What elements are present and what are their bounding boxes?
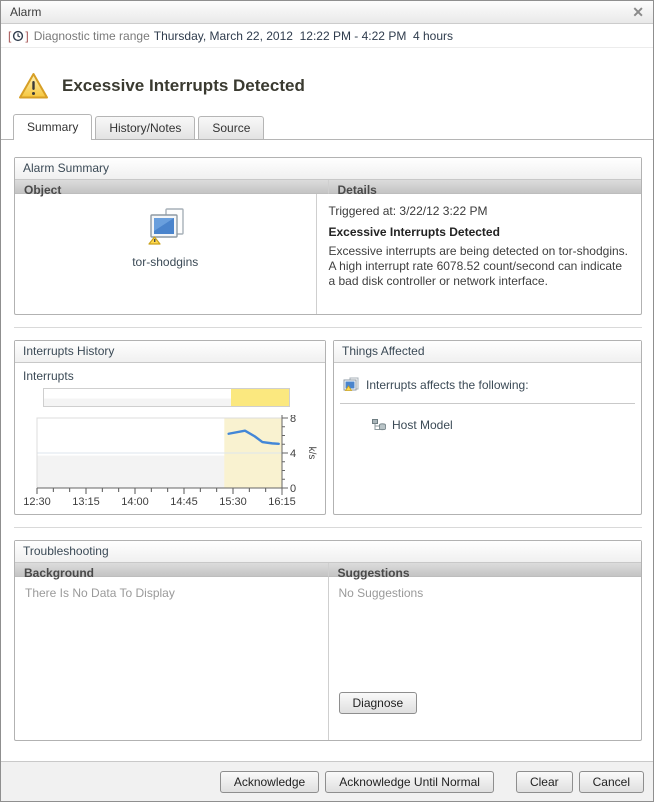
host-icon[interactable] [142, 207, 188, 249]
acknowledge-until-normal-button[interactable]: Acknowledge Until Normal [325, 771, 494, 793]
acknowledge-button[interactable]: Acknowledge [220, 771, 319, 793]
clock-bracket-left: [ [8, 28, 12, 43]
svg-text:16:15: 16:15 [268, 496, 296, 508]
time-range-value: Thursday, March 22, 2012 12:22 PM - 4:22 PM 4 hours [153, 28, 454, 43]
svg-text:14:00: 14:00 [121, 496, 149, 508]
summary-tab-content [1, 140, 653, 761]
selector-highlight[interactable] [231, 389, 289, 406]
alarm-summary-header: Alarm Summary [15, 158, 641, 180]
clock-bracket-right: ] [25, 28, 29, 43]
time-range-selector[interactable] [43, 388, 290, 407]
alert-title: Excessive Interrupts Detected [62, 76, 305, 95]
background-cell [15, 577, 328, 740]
clear-button[interactable]: Clear [516, 771, 573, 793]
column-header-object: Object [15, 180, 328, 194]
things-affected-intro: Interrupts affects the following: [366, 378, 529, 392]
title-bar [1, 1, 653, 24]
svg-text:k/s: k/s [306, 446, 317, 460]
things-affected-intro-row [340, 373, 635, 404]
interrupts-history-header: Interrupts History [15, 341, 325, 363]
alarm-summary-column-headers [15, 180, 641, 197]
chart-title: Interrupts [23, 369, 74, 383]
svg-text:12:30: 12:30 [23, 496, 51, 508]
troubleshooting-header: Troubleshooting [15, 541, 641, 563]
alarm-description-text: Excessive interrupts are being detected on tor-shodgins. A high interrupt rate 6078.52 count/second can indicate a bad disk controller or network interface. [328, 244, 629, 288]
warning-triangle-icon [18, 72, 49, 100]
alert-header [1, 48, 653, 116]
svg-text:4: 4 [290, 448, 297, 460]
tab-strip [1, 116, 653, 140]
monitor-warning-icon [342, 377, 360, 393]
tab-history-notes[interactable]: History/Notes [95, 116, 195, 139]
details-cell [316, 194, 642, 314]
model-icon [372, 419, 386, 432]
troubleshooting-panel [14, 540, 642, 741]
suggestions-empty-text: No Suggestions [338, 586, 424, 600]
interrupts-history-panel [14, 340, 326, 515]
svg-text:8: 8 [290, 415, 297, 425]
alarm-summary-panel [14, 157, 642, 315]
svg-text:0: 0 [290, 483, 297, 495]
object-cell [15, 194, 316, 314]
section-divider [14, 527, 642, 528]
svg-text:15:30: 15:30 [219, 496, 247, 508]
affected-item-label[interactable]: Host Model [392, 418, 453, 432]
svg-text:13:15: 13:15 [72, 496, 100, 508]
object-name[interactable]: tor-shodgins [132, 255, 199, 269]
footer-bar [1, 761, 653, 801]
background-empty-text: There Is No Data To Display [25, 586, 175, 600]
tab-summary[interactable]: Summary [13, 114, 92, 140]
affected-item-host-model[interactable] [372, 418, 635, 432]
window-title: Alarm [10, 5, 42, 19]
things-affected-panel [333, 340, 642, 515]
tab-source[interactable]: Source [198, 116, 264, 139]
column-header-background: Background [15, 563, 328, 577]
diagnostic-time-range-bar[interactable] [1, 24, 653, 48]
alarm-name-text: Excessive Interrupts Detected [328, 225, 500, 239]
column-header-suggestions: Suggestions [328, 563, 642, 577]
time-range-label: Diagnostic time range [33, 28, 150, 43]
suggestions-cell [328, 577, 642, 740]
clock-icon [12, 30, 24, 42]
troubleshooting-column-headers [15, 563, 641, 580]
diagnose-button[interactable]: Diagnose [339, 692, 418, 714]
column-header-details: Details [328, 180, 642, 194]
things-affected-header: Things Affected [334, 341, 641, 363]
close-icon[interactable]: ✕ [632, 4, 644, 20]
triggered-at-text: Triggered at: 3/22/12 3:22 PM [328, 204, 488, 218]
interrupts-line-chart [23, 415, 323, 513]
svg-text:14:45: 14:45 [170, 496, 198, 508]
section-divider [14, 327, 642, 328]
cancel-button[interactable]: Cancel [579, 771, 644, 793]
